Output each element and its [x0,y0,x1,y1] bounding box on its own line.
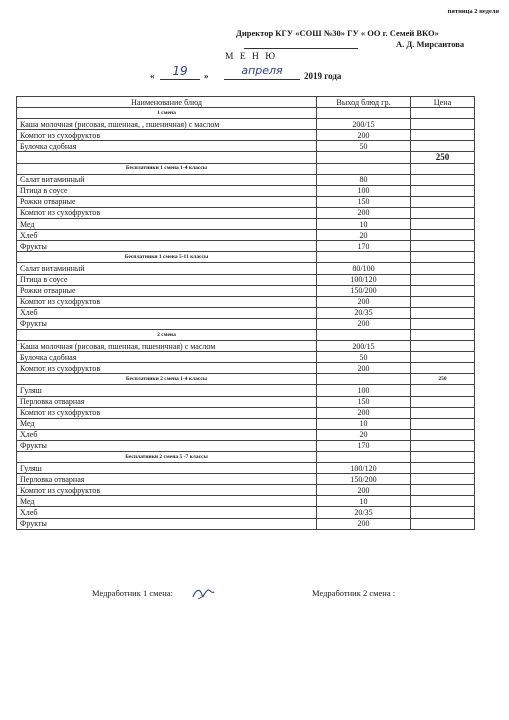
dish-output: 20/35 [317,307,411,318]
dish-price [411,108,475,119]
dish-output: 20 [317,429,411,440]
dish-output: 80/100 [317,263,411,274]
dish-price [411,496,475,507]
section-title: Бесплатники 1 смена 5-11 классы [17,252,317,263]
table-row [17,185,475,196]
section-title: Бесплатники 1 смена 1-4 классы [17,163,317,174]
table-header-row [17,97,475,108]
dish-price [411,296,475,307]
page-title: М Е Н Ю [225,52,277,62]
dish-price [411,418,475,429]
dish-output: 10 [317,418,411,429]
table-row [17,463,475,474]
table-row [17,363,475,374]
dish-price [411,507,475,518]
dish-output: 10 [317,219,411,230]
dish-name: Мед [17,219,317,230]
table-row [17,130,475,141]
table-row [17,496,475,507]
dish-price [411,241,475,252]
table-row [17,241,475,252]
date-year: 2019 года [304,71,342,81]
dish-name: Хлеб [17,429,317,440]
dish-price [411,207,475,218]
dish-price [411,440,475,451]
dish-output: 10 [317,496,411,507]
table-section-row [17,452,475,463]
table-row [17,141,475,152]
dish-price: 250 [411,152,475,163]
dish-output [317,374,411,385]
dish-name: Компот из сухофруктов [17,207,317,218]
dish-output: 200 [317,363,411,374]
dish-output: 20/35 [317,507,411,518]
dish-name: Каша молочная (рисовая, пшенная, , пшеничная) с маслом [17,119,317,130]
dish-output [317,452,411,463]
dish-name: Гуляш [17,385,317,396]
dish-output: 170 [317,440,411,451]
menu-table [16,96,475,530]
table-row [17,407,475,418]
table-row [17,429,475,440]
dish-price [411,352,475,363]
table-section-row [17,163,475,174]
column-header-price: Цена [411,97,475,108]
dish-name: Мед [17,496,317,507]
table-body [17,108,475,530]
dish-price [411,196,475,207]
dish-price [411,474,475,485]
dish-name: Каша молочная (рисовая, пшенная, пшеничная) с маслом [17,341,317,352]
dish-price [411,230,475,241]
dish-name: Рожки отварные [17,196,317,207]
dish-output [317,108,411,119]
dish-name: Компот из сухофруктов [17,485,317,496]
date-open-quote: « [150,71,155,81]
table-row [17,518,475,529]
dish-price [411,119,475,130]
dish-price [411,163,475,174]
dish-price [411,307,475,318]
dish-price [411,385,475,396]
dish-price [411,185,475,196]
table-row [17,341,475,352]
table-row [17,385,475,396]
dish-price [411,407,475,418]
dish-name: Булочка сдобная [17,352,317,363]
table-row [17,396,475,407]
table-row [17,296,475,307]
dish-name [17,152,317,163]
dish-name: Фрукты [17,518,317,529]
dish-output: 200/15 [317,119,411,130]
table-row [17,418,475,429]
dish-output: 50 [317,141,411,152]
dish-name: Фрукты [17,241,317,252]
signature-mark-icon [190,586,216,602]
date-close-quote: » [204,71,209,81]
dish-output: 150/200 [317,285,411,296]
dish-price [411,363,475,374]
dish-price [411,329,475,340]
dish-name: Салат витаминный [17,263,317,274]
dish-price [411,285,475,296]
table-row [17,485,475,496]
dish-price [411,174,475,185]
dish-name: Хлеб [17,507,317,518]
dish-name: Хлеб [17,230,317,241]
dish-name: Компот из сухофруктов [17,407,317,418]
dish-output: 200 [317,318,411,329]
dish-name: Птица в соусе [17,274,317,285]
table-section-row [17,374,475,385]
table-row [17,207,475,218]
table-row [17,274,475,285]
dish-output: 100 [317,185,411,196]
table-row [17,352,475,363]
signature-line [244,48,358,49]
dish-price [411,318,475,329]
table-row [17,307,475,318]
dish-output [317,329,411,340]
section-title: Бесплатники 2 смена 5 -7 классы [17,452,317,463]
dish-output: 200 [317,518,411,529]
dish-price [411,219,475,230]
table-row [17,119,475,130]
table-row [17,474,475,485]
column-header-output: Выход блюд гр. [317,97,411,108]
dish-price [411,341,475,352]
table-section-row [17,108,475,119]
table-row [17,318,475,329]
section-title: Бесплатники 2 смена 1-4 классы [17,374,317,385]
dish-name: Салат витаминный [17,174,317,185]
dish-name: Перловка отварная [17,396,317,407]
column-header-name: Наименование блюд [17,97,317,108]
approval-header [236,28,464,50]
table-row [17,152,475,163]
dish-price [411,452,475,463]
dish-price [411,252,475,263]
dish-name: Мед [17,418,317,429]
dish-output: 200/15 [317,341,411,352]
dish-output: 80 [317,174,411,185]
dish-name: Гуляш [17,463,317,474]
table-row [17,285,475,296]
dish-price [411,274,475,285]
section-title: 2 смена [17,329,317,340]
table-section-row [17,329,475,340]
dish-name: Перловка отварная [17,474,317,485]
table-row [17,174,475,185]
table-row [17,507,475,518]
table-row [17,196,475,207]
week-note: пятница 2 неделя [447,8,499,15]
dish-name: Хлеб [17,307,317,318]
dish-output: 200 [317,130,411,141]
dish-name: Фрукты [17,318,317,329]
menu-date [150,66,370,84]
dish-output: 200 [317,296,411,307]
dish-price [411,429,475,440]
dish-name: Рожки отварные [17,285,317,296]
dish-name: Компот из сухофруктов [17,363,317,374]
table-row [17,230,475,241]
dish-price [411,463,475,474]
dish-output: 200 [317,207,411,218]
section-title: 1 смена [17,108,317,119]
dish-price [411,396,475,407]
dish-price: 250 [411,374,475,385]
dish-output: 100/120 [317,463,411,474]
date-month: апреля [224,64,300,80]
dish-price [411,518,475,529]
approval-line-1: Директор КГУ «СОШ №30» ГУ « ОО г. Семей ВКО» [236,28,439,38]
dish-name: Булочка сдобная [17,141,317,152]
dish-output [317,163,411,174]
table-row [17,219,475,230]
dish-output: 150/200 [317,474,411,485]
dish-output: 100 [317,385,411,396]
dish-output: 100/120 [317,274,411,285]
dish-output [317,252,411,263]
dish-output: 50 [317,352,411,363]
dish-output [317,152,411,163]
medic-shift-1-label: Медработник 1 смена: [92,588,173,598]
dish-price [411,141,475,152]
dish-output: 200 [317,407,411,418]
date-day: 19 [160,64,200,80]
dish-name: Компот из сухофруктов [17,296,317,307]
dish-output: 150 [317,196,411,207]
dish-output: 200 [317,485,411,496]
dish-price [411,130,475,141]
dish-price [411,485,475,496]
table-row [17,440,475,451]
medic-shift-2-label: Медработник 2 смена : [312,588,396,598]
dish-output: 170 [317,241,411,252]
dish-output: 150 [317,396,411,407]
dish-output: 20 [317,230,411,241]
dish-name: Птица в соусе [17,185,317,196]
dish-name: Компот из сухофруктов [17,130,317,141]
approval-line-2: А. Д. Мирсаитова [396,39,465,49]
dish-price [411,263,475,274]
table-section-row [17,252,475,263]
dish-name: Фрукты [17,440,317,451]
table-row [17,263,475,274]
